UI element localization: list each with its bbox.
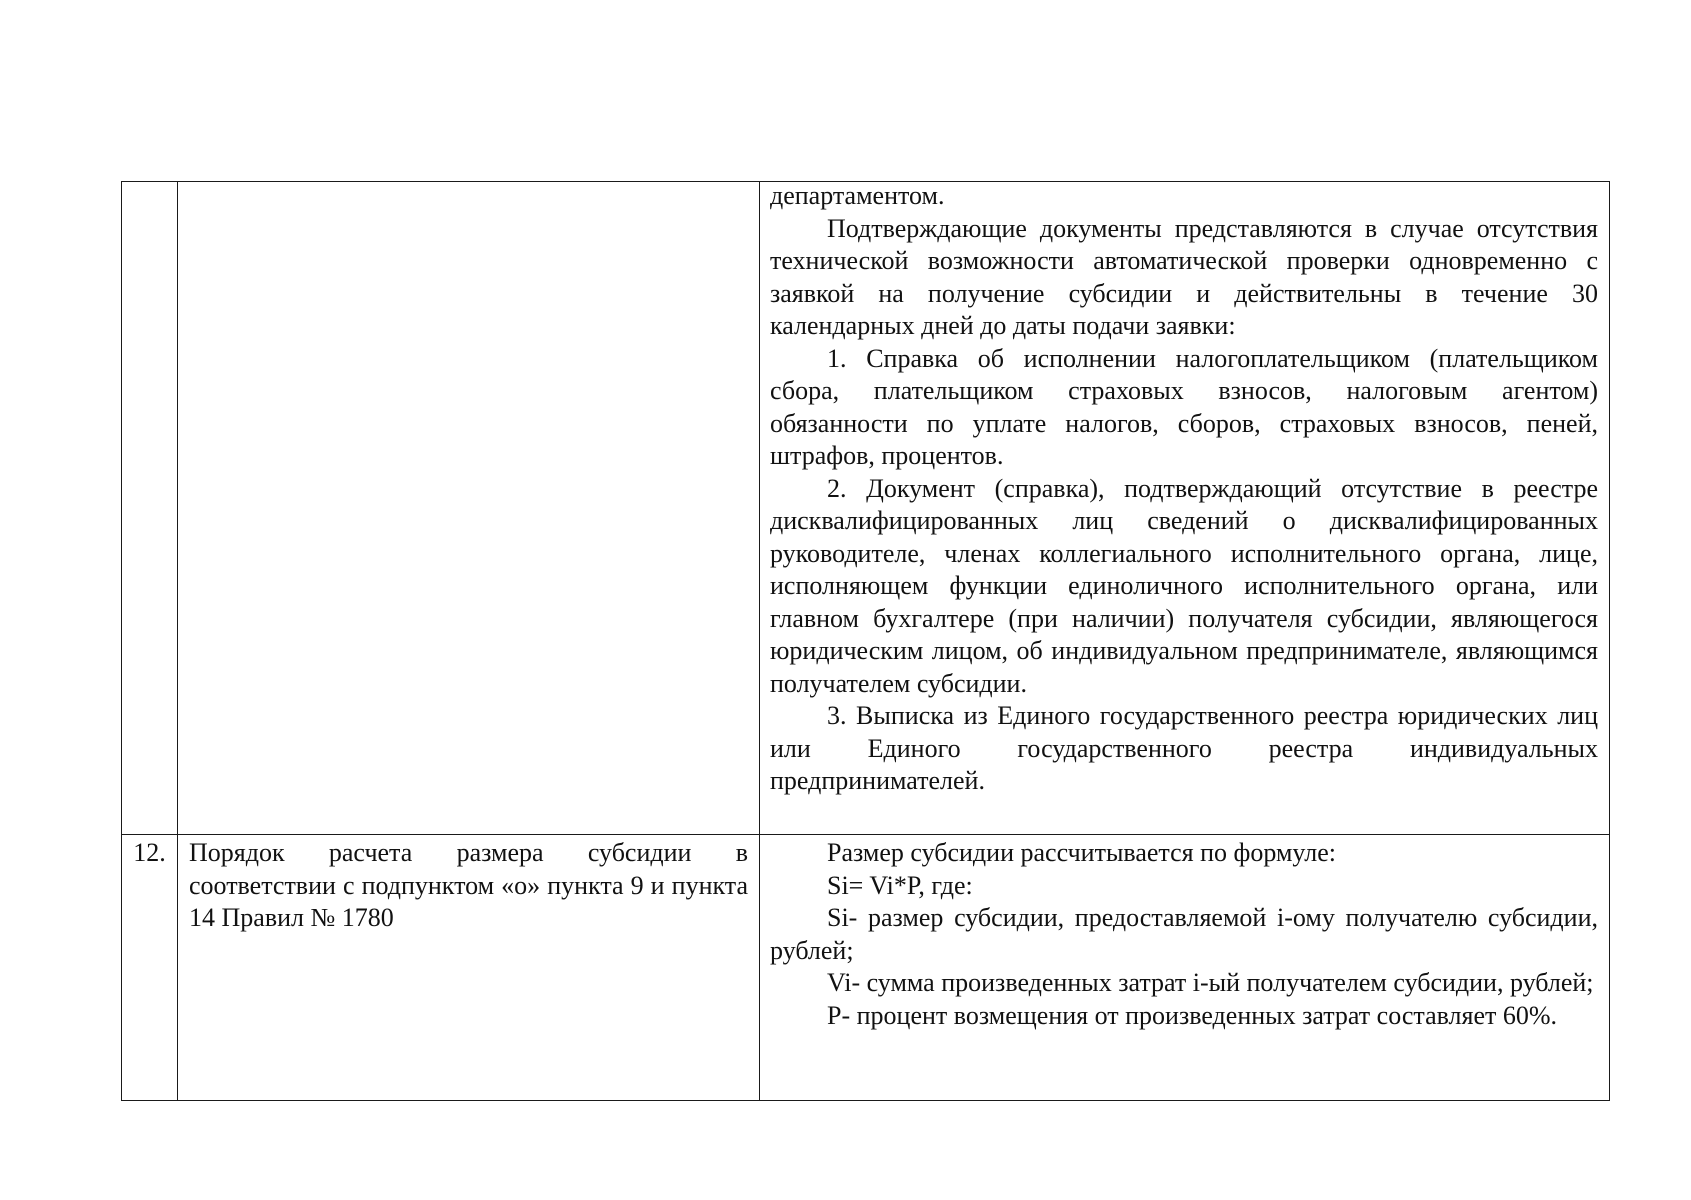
- content-paragraph: Vi- сумма произведенных затрат i-ый получателем субсидии, рублей;: [827, 968, 1594, 997]
- content-paragraph: 1. Справка об исполнении налогоплательщиком (плательщиком сбора, плательщиком страховых взносов, налоговым агентом) обязанности по уплате налогов, сборов, страховых взносов, пеней, штрафов, процентов.: [770, 343, 1598, 470]
- row-number: 12.: [133, 838, 166, 867]
- row-number-cell: [122, 182, 178, 835]
- row-content-cell: [760, 182, 1610, 835]
- content-paragraph: Размер субсидии рассчитывается по формуле:: [827, 838, 1337, 867]
- content-paragraph: 2. Документ (справка), подтверждающий отсутствие в реестре дисквалифицированных лиц сведений о дисквалифицированных руководителе, членах коллегиального исполнительного органа, лице, исполняющем функции единоличного исполнительного органа, или главном бухгалтере (при наличии) получателя субсидии, являющегося юридическим лицом, об индивидуальном предпринимателе, являющимся получателем субсидии.: [770, 473, 1598, 698]
- row-label: Порядок расчета размера субсидии в соответствии с подпунктом «о» пункта 9 и пункта 14 Правил № 1780: [189, 838, 748, 932]
- content-paragraph: департаментом.: [770, 181, 945, 210]
- row-label-cell: [178, 182, 760, 835]
- subsidy-rules-table: [121, 181, 1610, 1101]
- row-label-cell: [178, 835, 760, 1101]
- row-number-cell: [122, 835, 178, 1101]
- table-row-continuation: [122, 182, 1610, 835]
- content-paragraph: 3. Выписка из Единого государственного реестра юридических лиц или Единого государственного реестра индивидуальных предпринимателей.: [770, 701, 1598, 795]
- content-paragraph: P- процент возмещения от произведенных затрат составляет 60%.: [827, 1000, 1558, 1030]
- row-content-cell: [760, 835, 1610, 1101]
- row-number: [122, 183, 177, 184]
- content-paragraph: Si- размер субсидии, предоставляемой i-ому получателю субсидии, рублей;: [770, 903, 1598, 965]
- table-row-12: [122, 835, 1610, 1101]
- content-paragraph: Подтверждающие документы представляются в случае отсутствия технической возможности автоматической проверки одновременно с заявкой на получение субсидии и действительны в течение 30 календарных дней до даты подачи заявки:: [770, 213, 1598, 340]
- content-paragraph: Si= Vi*P, где:: [827, 870, 973, 900]
